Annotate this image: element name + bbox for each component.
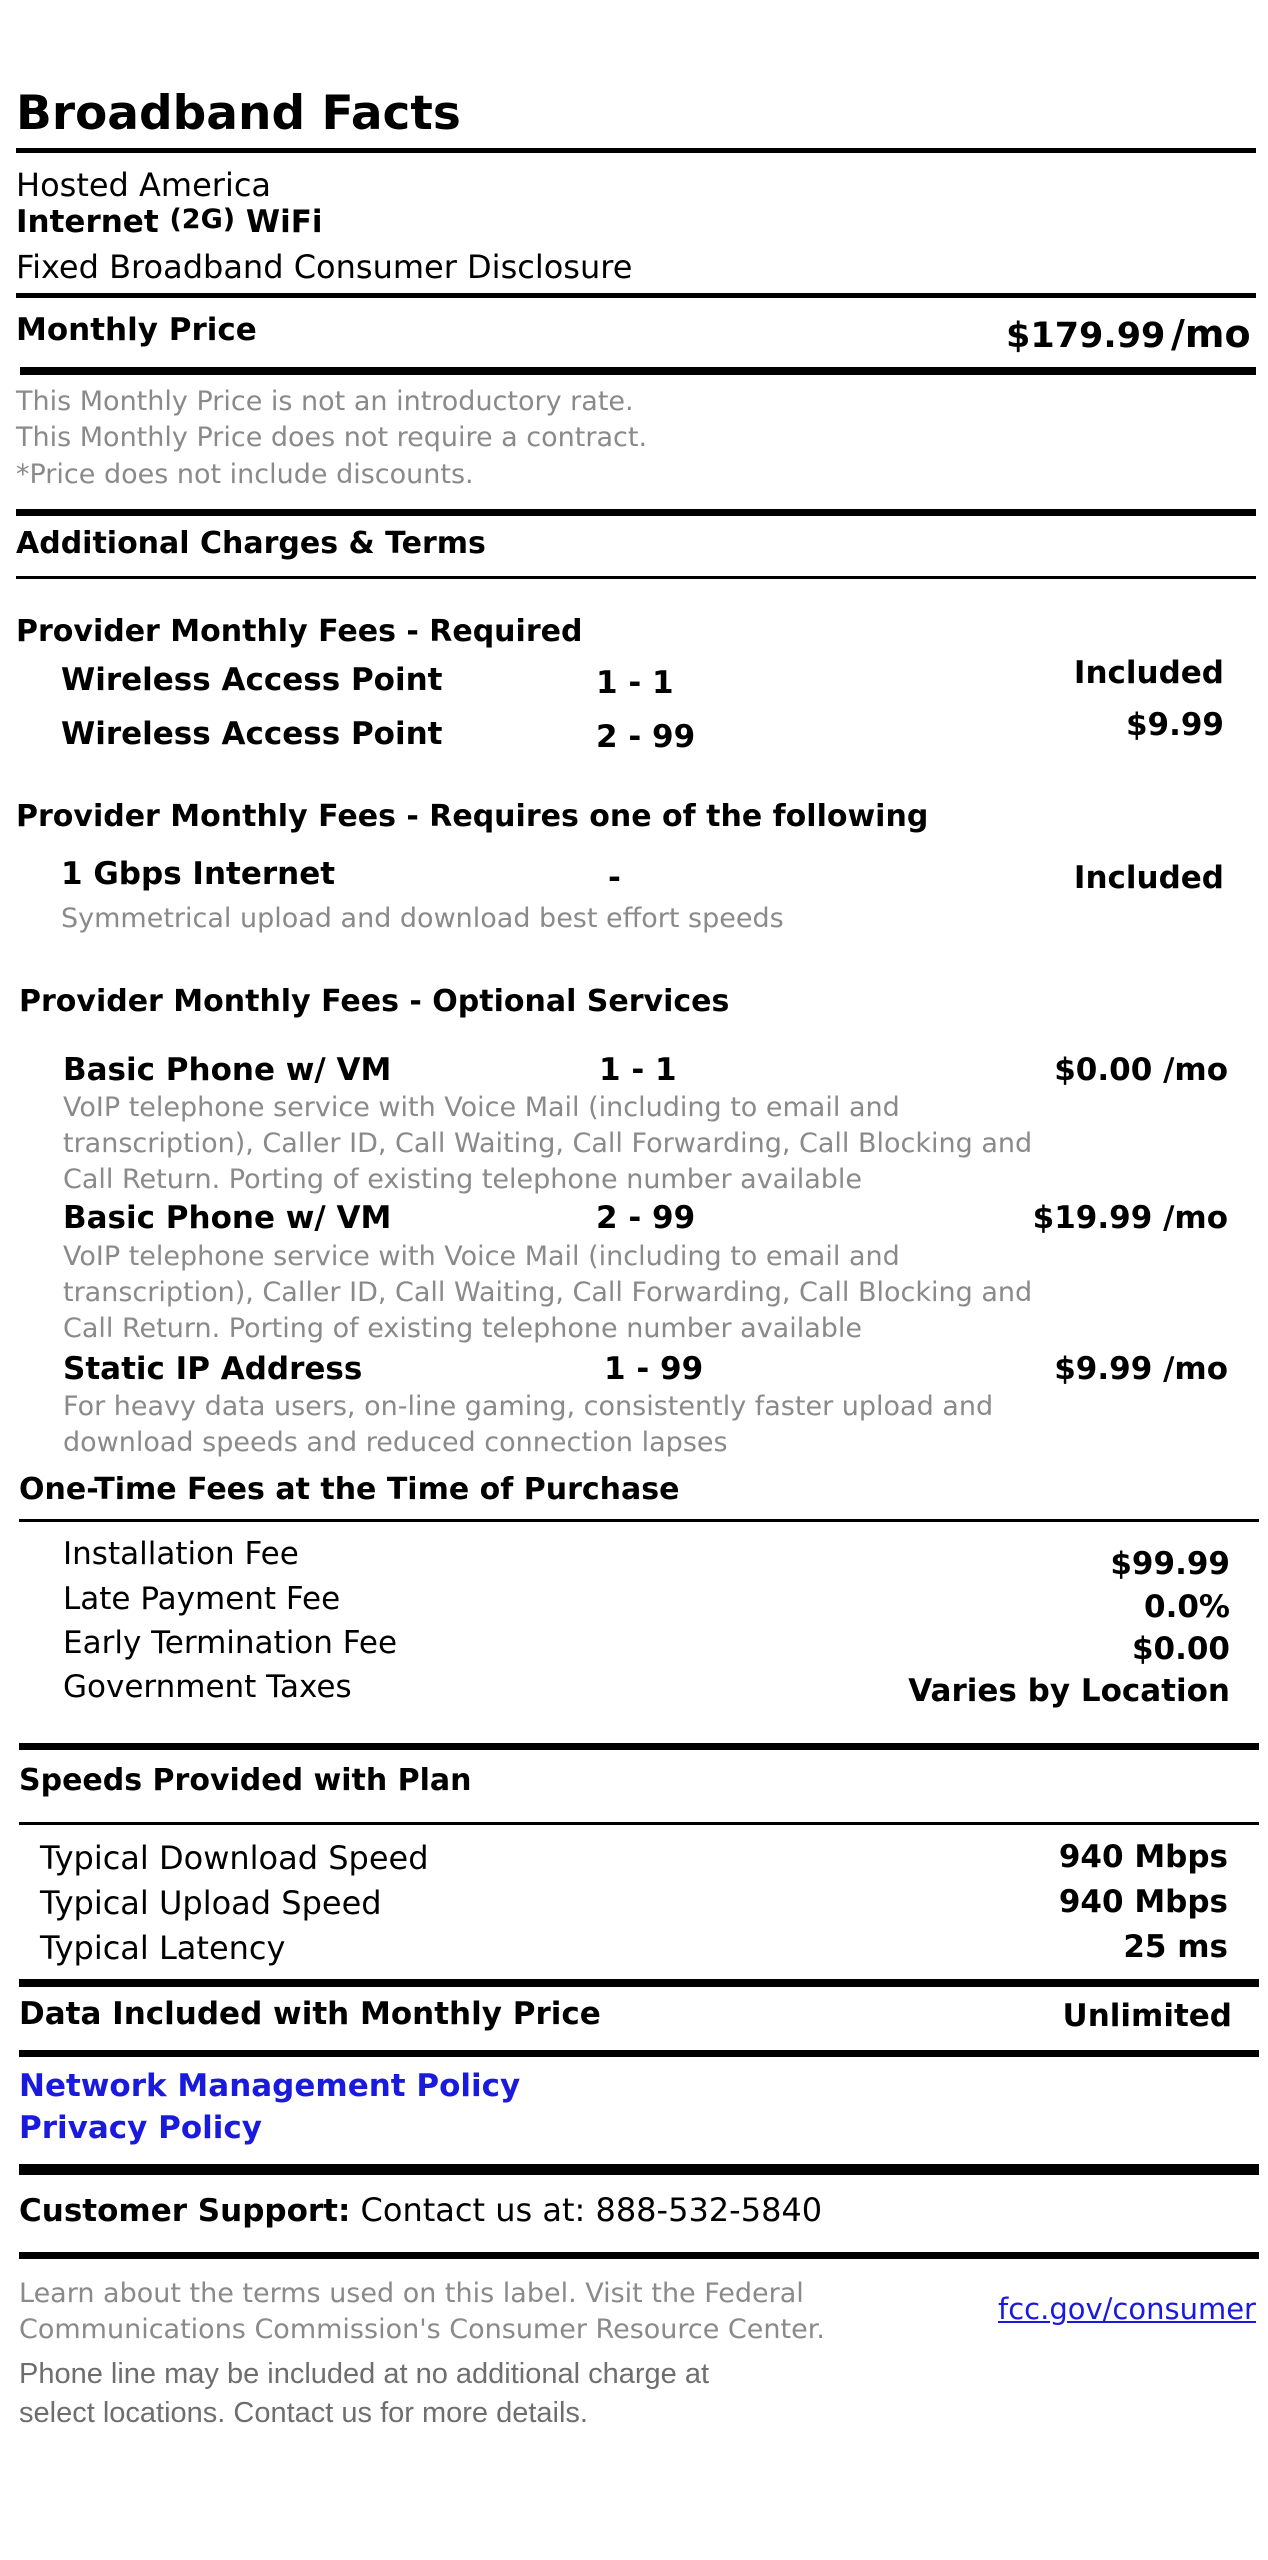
divider (19, 1822, 1259, 1825)
customer-support (19, 2191, 822, 2229)
price-per: /mo (1171, 312, 1251, 356)
fee-row-price: Included (1073, 655, 1224, 691)
divider-thick (19, 2164, 1259, 2175)
fcc-learn-text: Learn about the terms used on this label. Visit the Federal (19, 2278, 804, 2309)
divider (16, 576, 1256, 579)
fee-row-price: Included (1073, 860, 1224, 896)
speed-name: Typical Upload Speed (40, 1884, 382, 1922)
additional-charges-heading: Additional Charges & Terms (16, 526, 486, 561)
price-note: This Monthly Price does not require a contract. (16, 422, 648, 453)
data-included-label: Data Included with Monthly Price (19, 1996, 601, 2032)
data-included-value: Unlimited (1062, 1998, 1232, 2034)
divider-thick (19, 2050, 1259, 2057)
divider-thick (16, 509, 1256, 516)
fee-row-name: Basic Phone w/ VM (63, 1052, 392, 1088)
speed-value: 940 Mbps (1058, 1884, 1228, 1920)
speed-value: 25 ms (1123, 1929, 1228, 1965)
label-title: Broadband Facts (16, 86, 461, 141)
fee-row-name: 1 Gbps Internet (61, 856, 336, 892)
divider-thick (19, 2252, 1259, 2259)
fee-row-price: $0.00 /mo (1054, 1052, 1228, 1088)
disclosure-type: Fixed Broadband Consumer Disclosure (16, 248, 633, 286)
fee-row-price: $9.99 /mo (1054, 1351, 1228, 1387)
one-time-fee-name: Installation Fee (63, 1536, 299, 1572)
one-time-fee-name: Government Taxes (63, 1669, 352, 1705)
fee-row-desc: VoIP telephone service with Voice Mail (including to email and (63, 1241, 900, 1272)
fee-row-desc: Call Return. Porting of existing telephone number available (63, 1313, 863, 1344)
plan-name-tier: (2G) (169, 204, 236, 235)
fcc-learn-text: Communications Commission's Consumer Resource Center. (19, 2314, 825, 2345)
fee-row-range: 1 - 1 (599, 1052, 677, 1088)
monthly-price-label: Monthly Price (16, 312, 257, 348)
fee-row-range: 2 - 99 (596, 1200, 696, 1236)
fee-row-desc: For heavy data users, on-line gaming, consistently faster upload and (63, 1391, 994, 1422)
plan-name-prefix: Internet (16, 204, 170, 240)
fee-row-name: Wireless Access Point (61, 716, 443, 752)
fee-row-name: Wireless Access Point (61, 662, 443, 698)
provider-name: Hosted America (16, 166, 272, 204)
customer-support-contact: Contact us at: 888-532-5840 (360, 2191, 823, 2229)
plan-name-suffix: WiFi (235, 204, 323, 240)
phone-note: select locations. Contact us for more details. (19, 2397, 588, 2429)
divider (16, 148, 1256, 153)
privacy-policy-link[interactable]: Privacy Policy (19, 2110, 262, 2146)
speed-value: 940 Mbps (1058, 1839, 1228, 1875)
divider (16, 293, 1256, 298)
customer-support-label: Customer Support: (19, 2193, 351, 2229)
fee-row-desc: Symmetrical upload and download best effort speeds (61, 903, 784, 934)
fee-row-desc: transcription), Caller ID, Call Waiting, Call Forwarding, Call Blocking and (63, 1128, 1033, 1159)
monthly-price-value (1006, 312, 1251, 356)
requires-one-heading: Provider Monthly Fees - Requires one of the following (16, 799, 929, 834)
required-fees-heading: Provider Monthly Fees - Required (16, 614, 583, 649)
fee-row-desc: VoIP telephone service with Voice Mail (including to email and (63, 1092, 900, 1123)
fcc-consumer-link[interactable]: fcc.gov/consumer (998, 2292, 1256, 2326)
one-time-fees-heading: One-Time Fees at the Time of Purchase (19, 1472, 680, 1507)
price-note: This Monthly Price is not an introductory rate. (16, 386, 634, 417)
fee-row-range: 2 - 99 (596, 719, 696, 755)
fee-row-range: 1 - 99 (604, 1351, 704, 1387)
fee-row-desc: download speeds and reduced connection lapses (63, 1427, 728, 1458)
one-time-fee-value: 0.0% (1144, 1589, 1230, 1625)
divider (19, 1519, 1259, 1522)
one-time-fee-value: $0.00 (1131, 1631, 1230, 1667)
phone-note: Phone line may be included at no additional charge at (19, 2358, 710, 2390)
plan-name (16, 204, 323, 240)
fee-row-range: - (608, 860, 621, 896)
one-time-fee-value: $99.99 (1110, 1546, 1230, 1582)
speed-name: Typical Latency (40, 1929, 286, 1967)
speeds-heading: Speeds Provided with Plan (19, 1763, 472, 1798)
fee-row-price: $9.99 (1125, 707, 1224, 743)
one-time-fee-name: Early Termination Fee (63, 1625, 398, 1661)
divider-thick (19, 1743, 1259, 1750)
one-time-fee-name: Late Payment Fee (63, 1581, 341, 1617)
optional-fees-heading: Provider Monthly Fees - Optional Services (19, 984, 730, 1019)
fee-row-name: Static IP Address (63, 1351, 363, 1387)
fee-row-name: Basic Phone w/ VM (63, 1200, 392, 1236)
fee-row-range: 1 - 1 (596, 665, 674, 701)
price-note: *Price does not include discounts. (16, 459, 474, 490)
fee-row-price: $19.99 /mo (1032, 1200, 1228, 1236)
divider-thick (20, 367, 1256, 375)
speed-name: Typical Download Speed (40, 1839, 429, 1877)
network-management-policy-link[interactable]: Network Management Policy (19, 2068, 521, 2104)
fee-row-desc: transcription), Caller ID, Call Waiting, Call Forwarding, Call Blocking and (63, 1277, 1033, 1308)
price-amount: $179.99 (1006, 316, 1166, 356)
fee-row-desc: Call Return. Porting of existing telephone number available (63, 1164, 863, 1195)
one-time-fee-value: Varies by Location (908, 1673, 1230, 1709)
divider-thick (19, 1979, 1259, 1987)
